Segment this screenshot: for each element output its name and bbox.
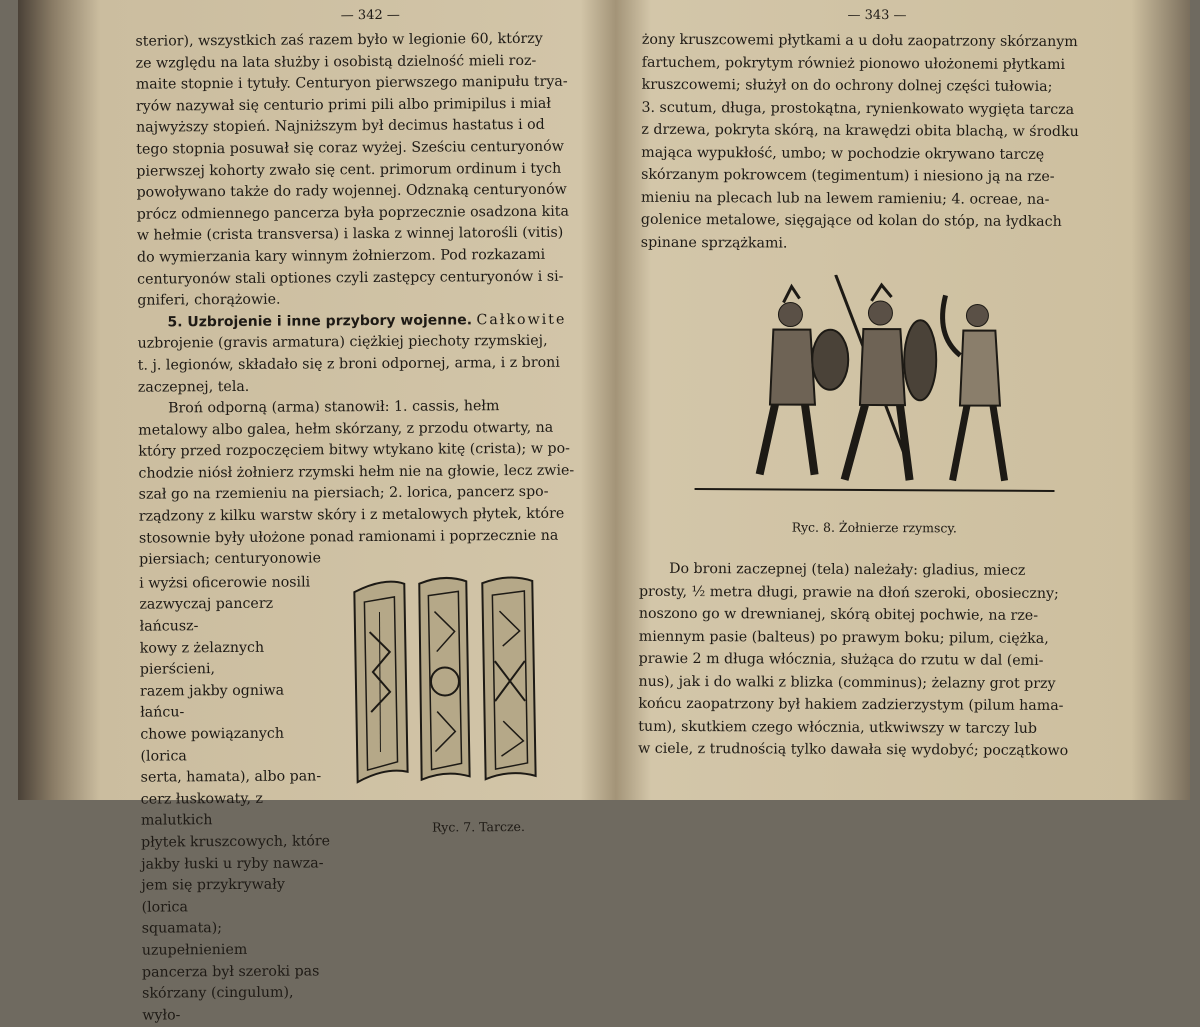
text-line: maite stopnie i tytuły. Centuryon pierwszego manipułu trya- <box>135 73 568 93</box>
text-line: kowy z żelaznych pierścieni, <box>139 639 265 678</box>
text-line: pierwszej kohorty zwało się cent. primorum ordinum i tych <box>136 160 562 180</box>
text-line: ze względu na lata służby i osobistą dzielność mieli roz- <box>135 52 537 72</box>
text-line: zaczepnej, tela. <box>137 378 250 396</box>
text-line: t. j. legionów, składało się z broni odpornej, arma, i z broni <box>137 354 560 374</box>
text-line: miennym pasie (balteus) po prawym boku; pilum, ciężka, <box>638 628 1049 647</box>
text-line: tum), skutkiem czego włócznia, utkwiwszy w tarczy lub <box>638 718 1038 737</box>
left-text-block-a <box>135 28 609 571</box>
roman-soldiers-illustration <box>694 274 1055 501</box>
text-line: razem jakby ogniwa łańcu- <box>139 682 285 722</box>
text-line: ryów nazywał się centurio primi pili albo primipilus i miał <box>135 95 552 115</box>
text-line: rządzony z kilku warstw skóry i z metalowych płytek, które <box>138 505 565 525</box>
text-line: prosty, ½ metra długi, prawie na dłoń szeroki, obosieczny; <box>638 583 1059 602</box>
text-line: płytek kruszcowych, które <box>141 833 331 851</box>
text-line: piersiach; centuryonowie <box>139 550 322 568</box>
text-line: szał go na rzemieniu na piersiach; 2. lorica, pancerz spo- <box>138 484 549 504</box>
text-line: nus), jak i do walki z blizka (comminus); żelazny grot przy <box>638 673 1056 692</box>
text-line: centuryonów stali optiones czyli zastępcy centuryonów i si- <box>137 268 564 288</box>
text-line: żony kruszcowemi płytkami a u dołu zaopatrzony skórzanym <box>641 31 1078 51</box>
page-number-right: — 343 — <box>847 7 907 24</box>
text-line: fartuchem, pokrytym również pionowo ułożonemi płytkami <box>641 54 1066 73</box>
text-line: serta, hamata), albo pan- <box>140 768 322 786</box>
text-line: Do broni zaczepnej (tela) należały: gladius, miecz <box>669 560 1026 579</box>
text-line: powoływano także do rady wojennej. Odznaką centuryonów <box>136 181 567 201</box>
open-book <box>18 0 1190 1024</box>
text-line: chodzie niósł żołnierz rzymski hełm nie na głowie, lecz zwie- <box>138 462 575 482</box>
text-line: chowe powiązanych (lorica <box>140 725 284 765</box>
text-line: jem się przykrywały (lorica <box>141 876 285 916</box>
figure-caption-right: Ryc. 8. Żołnierze rzymscy. <box>791 519 957 536</box>
text-line: i wyżsi oficerowie nosili <box>139 574 311 592</box>
text-line: Broń odporną (arma) stanowił: 1. cassis, hełm <box>167 398 500 417</box>
page-number-left: — 342 — <box>340 7 400 24</box>
text-line: prócz odmiennego pancerza była poprzecznie osadzona kita <box>136 203 569 223</box>
text-line: metalowy albo galea, hełm skórzany, z przodu otwarty, na <box>138 419 554 439</box>
text-line: najwyższy stopień. Najniższym był decimus hastatus i od <box>136 117 545 137</box>
soldier-3 <box>942 295 1006 480</box>
text-line: pancerza był szeroki pas <box>141 962 320 981</box>
section-heading-continuation: Całkowite <box>476 311 567 328</box>
text-line: spinane sprzążkami. <box>640 234 788 252</box>
text-line: noszono go w drewnianej, skórą obitej pochwie, na rze- <box>638 605 1039 624</box>
text-line: cerz łuskowaty, z malutkich <box>140 790 264 830</box>
right-text-block-a <box>641 29 1112 256</box>
right-page <box>638 0 1112 801</box>
text-line: z drzewa, pokryta skórą, na krawędzi obita blachą, w środku <box>641 121 1079 141</box>
text-line: gniferi, chorążowie. <box>137 291 281 309</box>
text-line: squamata); uzupełnieniem <box>141 920 248 959</box>
text-line: zazwyczaj pancerz łańcusz- <box>139 596 274 635</box>
section-heading: 5. Uzbrojenie i inne przybory wojenne. <box>167 312 473 331</box>
figure-caption-left: Ryc. 7. Tarcze. <box>431 818 525 835</box>
text-line: golenice metalowe, sięgające od kolan do stóp, na łydkach <box>640 211 1062 230</box>
text-line: jakby łuski u ryby nawza- <box>141 854 324 873</box>
text-line: uzbrojenie (gravis armatura) ciężkiej piechoty rzymskiej, <box>137 333 548 352</box>
text-line: mieniu na plecach lub na lewem ramieniu; 4. ocreae, na- <box>641 189 1050 208</box>
text-line: który przed rozpoczęciem bitwy wtykano kitę (crista); w po- <box>138 440 570 460</box>
shields-figure <box>344 570 611 842</box>
shield-1 <box>354 581 407 782</box>
text-line: w hełmie (crista transversa) i laska z winnej latorośli (vitis) <box>136 225 564 244</box>
text-line: sterior), wszystkich zaś razem było w legionie 60, którzy <box>135 30 543 50</box>
text-line: kruszcowemi; służył on do ochrony dolnej części tułowia; <box>641 76 1053 95</box>
text-line: końcu zaopatrzony był hakiem zadzierzystym (pilum hama- <box>638 695 1064 714</box>
text-line: skórzany (cingulum), wyło- <box>142 984 294 1024</box>
text-line: stosownie były ułożone ponad ramionami i poprzecznie na <box>138 527 559 547</box>
text-line: mająca wypukłość, umbo; w pochodzie okrywano tarczę <box>641 144 1045 163</box>
text-line: w ciele, z trudnością tylko dawała się wydobyć; początkowo <box>638 740 1069 760</box>
shield-3 <box>482 577 535 779</box>
text-line: prawie 2 m długa włócznia, służąca do rzutu w dal (emi- <box>638 650 1044 669</box>
text-line: tego stopnia posuwał się coraz wyżej. Sześciu centuryonów <box>136 138 564 158</box>
soldier-1 <box>760 286 849 474</box>
right-text-block-b <box>638 558 1109 763</box>
text-line: 3. scutum, długa, prostokątna, rynienkowato wygięta tarcza <box>641 99 1075 118</box>
text-line: skórzanym pokrowcem (tegimentum) i niesiono ją na rze- <box>641 166 1055 185</box>
shields-illustration <box>344 570 611 812</box>
left-page <box>135 0 611 1024</box>
text-line: do wymierzania kary winnym żołnierzom. Pod rozkazami <box>136 246 546 266</box>
shield-2 <box>419 578 469 780</box>
soldier-2 <box>835 275 937 481</box>
figure-row <box>139 570 611 1024</box>
